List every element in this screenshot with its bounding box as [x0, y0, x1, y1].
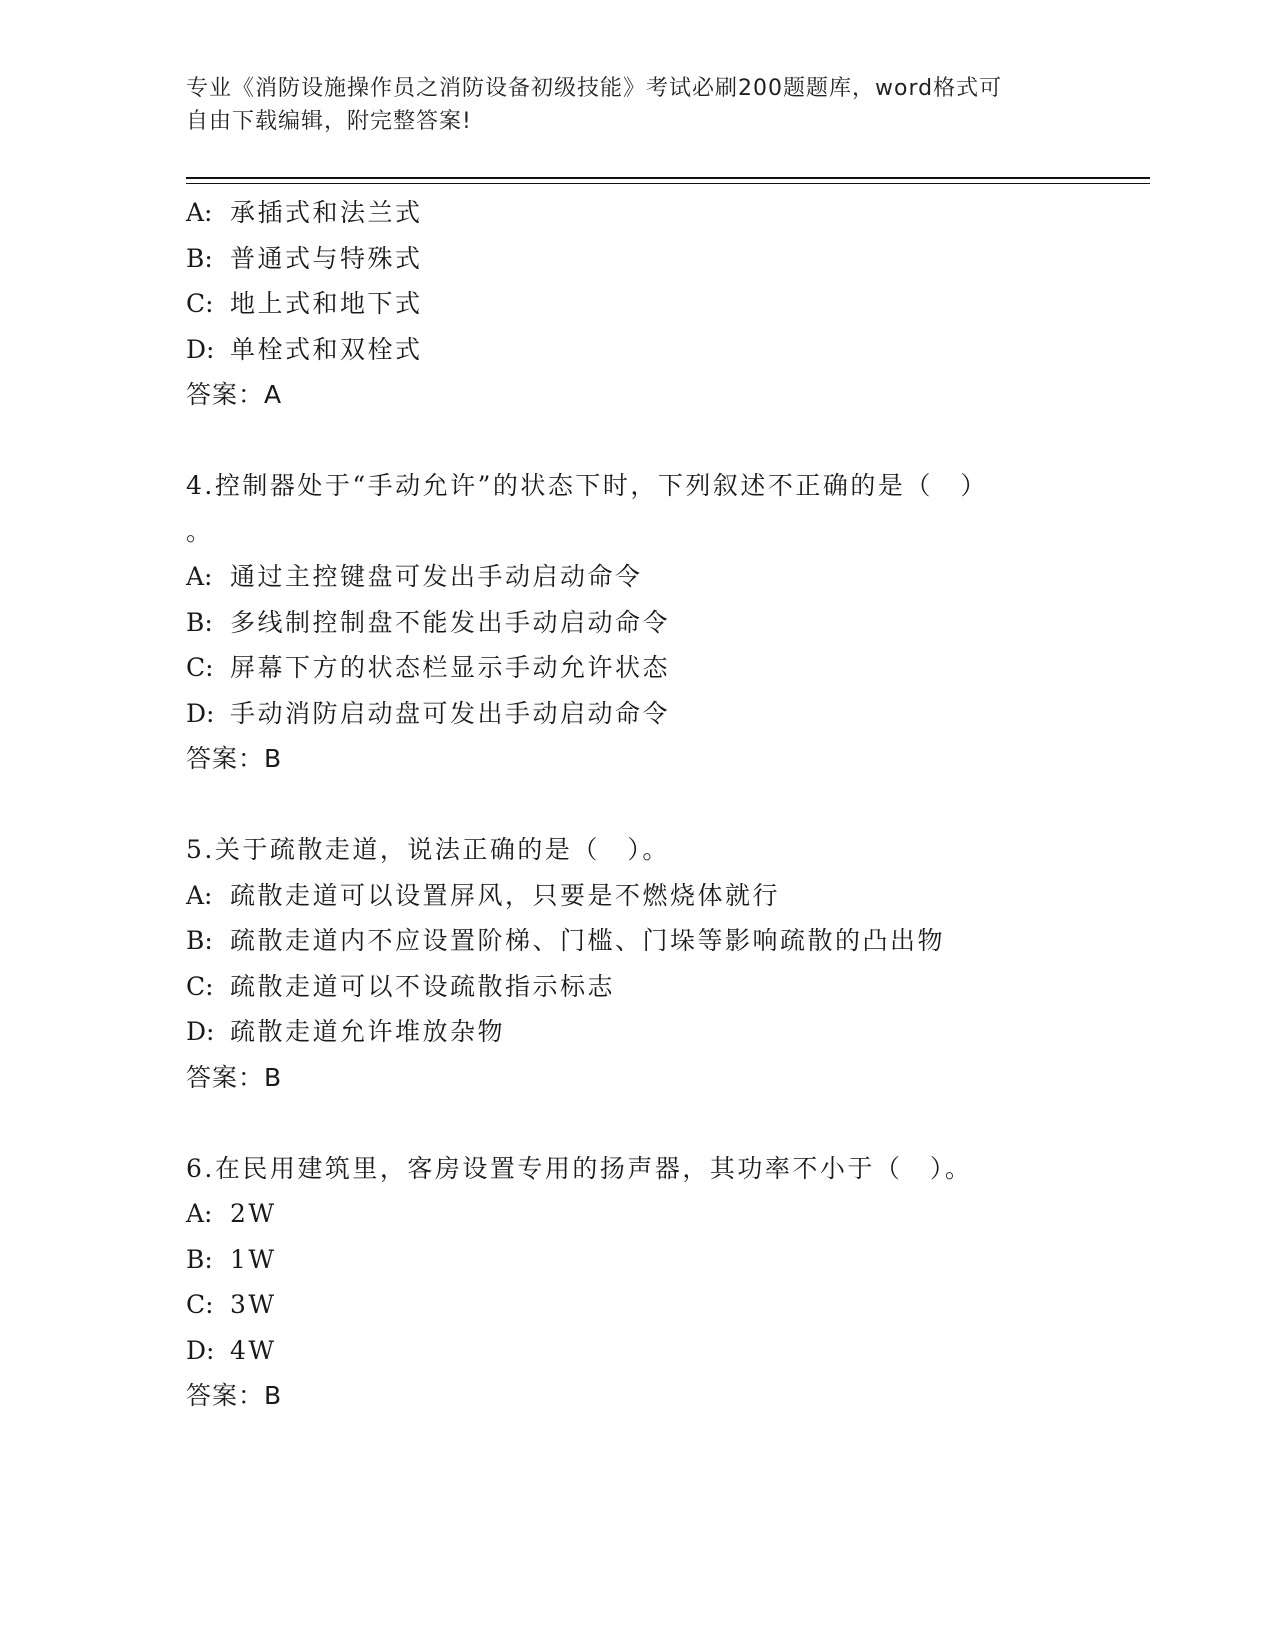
question-3 [186, 190, 1146, 418]
question-6 [186, 1146, 1146, 1419]
question-stem: 5.关于疏散走道，说法正确的是（ ）。 [186, 835, 670, 864]
option-text: 1W [230, 1244, 277, 1274]
option-letter: B: [186, 243, 213, 273]
option-b [186, 600, 1146, 646]
option-a [186, 190, 1146, 236]
question-list [186, 190, 1146, 1419]
question-stem: 4.控制器处于“手动允许”的状态下时，下列叙述不正确的是（ ） [186, 471, 988, 500]
question-4 [186, 463, 1146, 782]
option-text: 4W [230, 1335, 277, 1365]
option-b [186, 236, 1146, 282]
answer-line: 答案：A [186, 380, 283, 409]
header-line-1: 专业《消防设施操作员之消防设备初级技能》考试必刷200题题库，word格式可 [186, 76, 1003, 101]
option-letter: A: [186, 562, 213, 591]
option-d [186, 327, 1146, 373]
option-letter: D: [186, 334, 215, 364]
spacer [186, 782, 1146, 828]
option-letter: A: [186, 1199, 213, 1228]
option-c [186, 964, 1146, 1010]
option-letter: D: [186, 1017, 215, 1046]
option-text: 承插式和法兰式 [230, 198, 423, 227]
option-b [186, 1237, 1146, 1283]
option-text: 疏散走道允许堆放杂物 [230, 1017, 506, 1046]
option-c [186, 281, 1146, 327]
option-text: 地上式和地下式 [230, 289, 423, 318]
option-a [186, 873, 1146, 919]
question-stem: 6.在民用建筑里，客房设置专用的扬声器，其功率不小于（ ）。 [186, 1153, 973, 1183]
spacer [186, 1100, 1146, 1146]
option-letter: D: [186, 1335, 215, 1365]
option-text: 通过主控键盘可发出手动启动命令 [230, 562, 643, 591]
option-d [186, 691, 1146, 737]
question-5 [186, 827, 1146, 1100]
header-rule-thin [186, 183, 1150, 184]
option-text: 2W [230, 1199, 277, 1228]
option-letter: A: [186, 198, 213, 227]
spacer [186, 418, 1146, 464]
header-line-2: 自由下载编辑，附完整答案! [186, 109, 472, 134]
option-text: 疏散走道可以设置屏风，只要是不燃烧体就行 [230, 880, 781, 910]
option-text: 普通式与特殊式 [230, 243, 423, 273]
option-c [186, 645, 1146, 691]
option-letter: A: [186, 880, 213, 910]
option-text: 屏幕下方的状态栏显示手动允许状态 [230, 653, 671, 682]
document-header [186, 72, 1086, 138]
option-text: 疏散走道内不应设置阶梯、门槛、门垛等影响疏散的凸出物 [230, 926, 946, 955]
option-letter: C: [186, 971, 214, 1001]
option-letter: C: [186, 653, 214, 682]
answer-line: 答案：B [186, 1381, 283, 1410]
option-letter: C: [186, 289, 214, 318]
header-rule-thick [186, 177, 1150, 179]
option-letter: B: [186, 1244, 213, 1274]
option-d [186, 1009, 1146, 1055]
option-d [186, 1328, 1146, 1374]
option-letter: C: [186, 1290, 214, 1319]
option-text: 疏散走道可以不设疏散指示标志 [230, 971, 616, 1001]
question-stem-continuation: 。 [186, 516, 212, 546]
option-text: 多线制控制盘不能发出手动启动命令 [230, 607, 671, 637]
option-text: 单栓式和双栓式 [230, 334, 423, 364]
option-text: 3W [230, 1290, 277, 1319]
option-letter: D: [186, 698, 215, 728]
option-text: 手动消防启动盘可发出手动启动命令 [230, 698, 671, 728]
option-letter: B: [186, 926, 213, 955]
option-a [186, 554, 1146, 600]
option-letter: B: [186, 607, 213, 637]
option-c [186, 1282, 1146, 1328]
answer-line: 答案：B [186, 1062, 283, 1092]
answer-line: 答案：B [186, 744, 283, 773]
option-b [186, 918, 1146, 964]
option-a [186, 1191, 1146, 1237]
